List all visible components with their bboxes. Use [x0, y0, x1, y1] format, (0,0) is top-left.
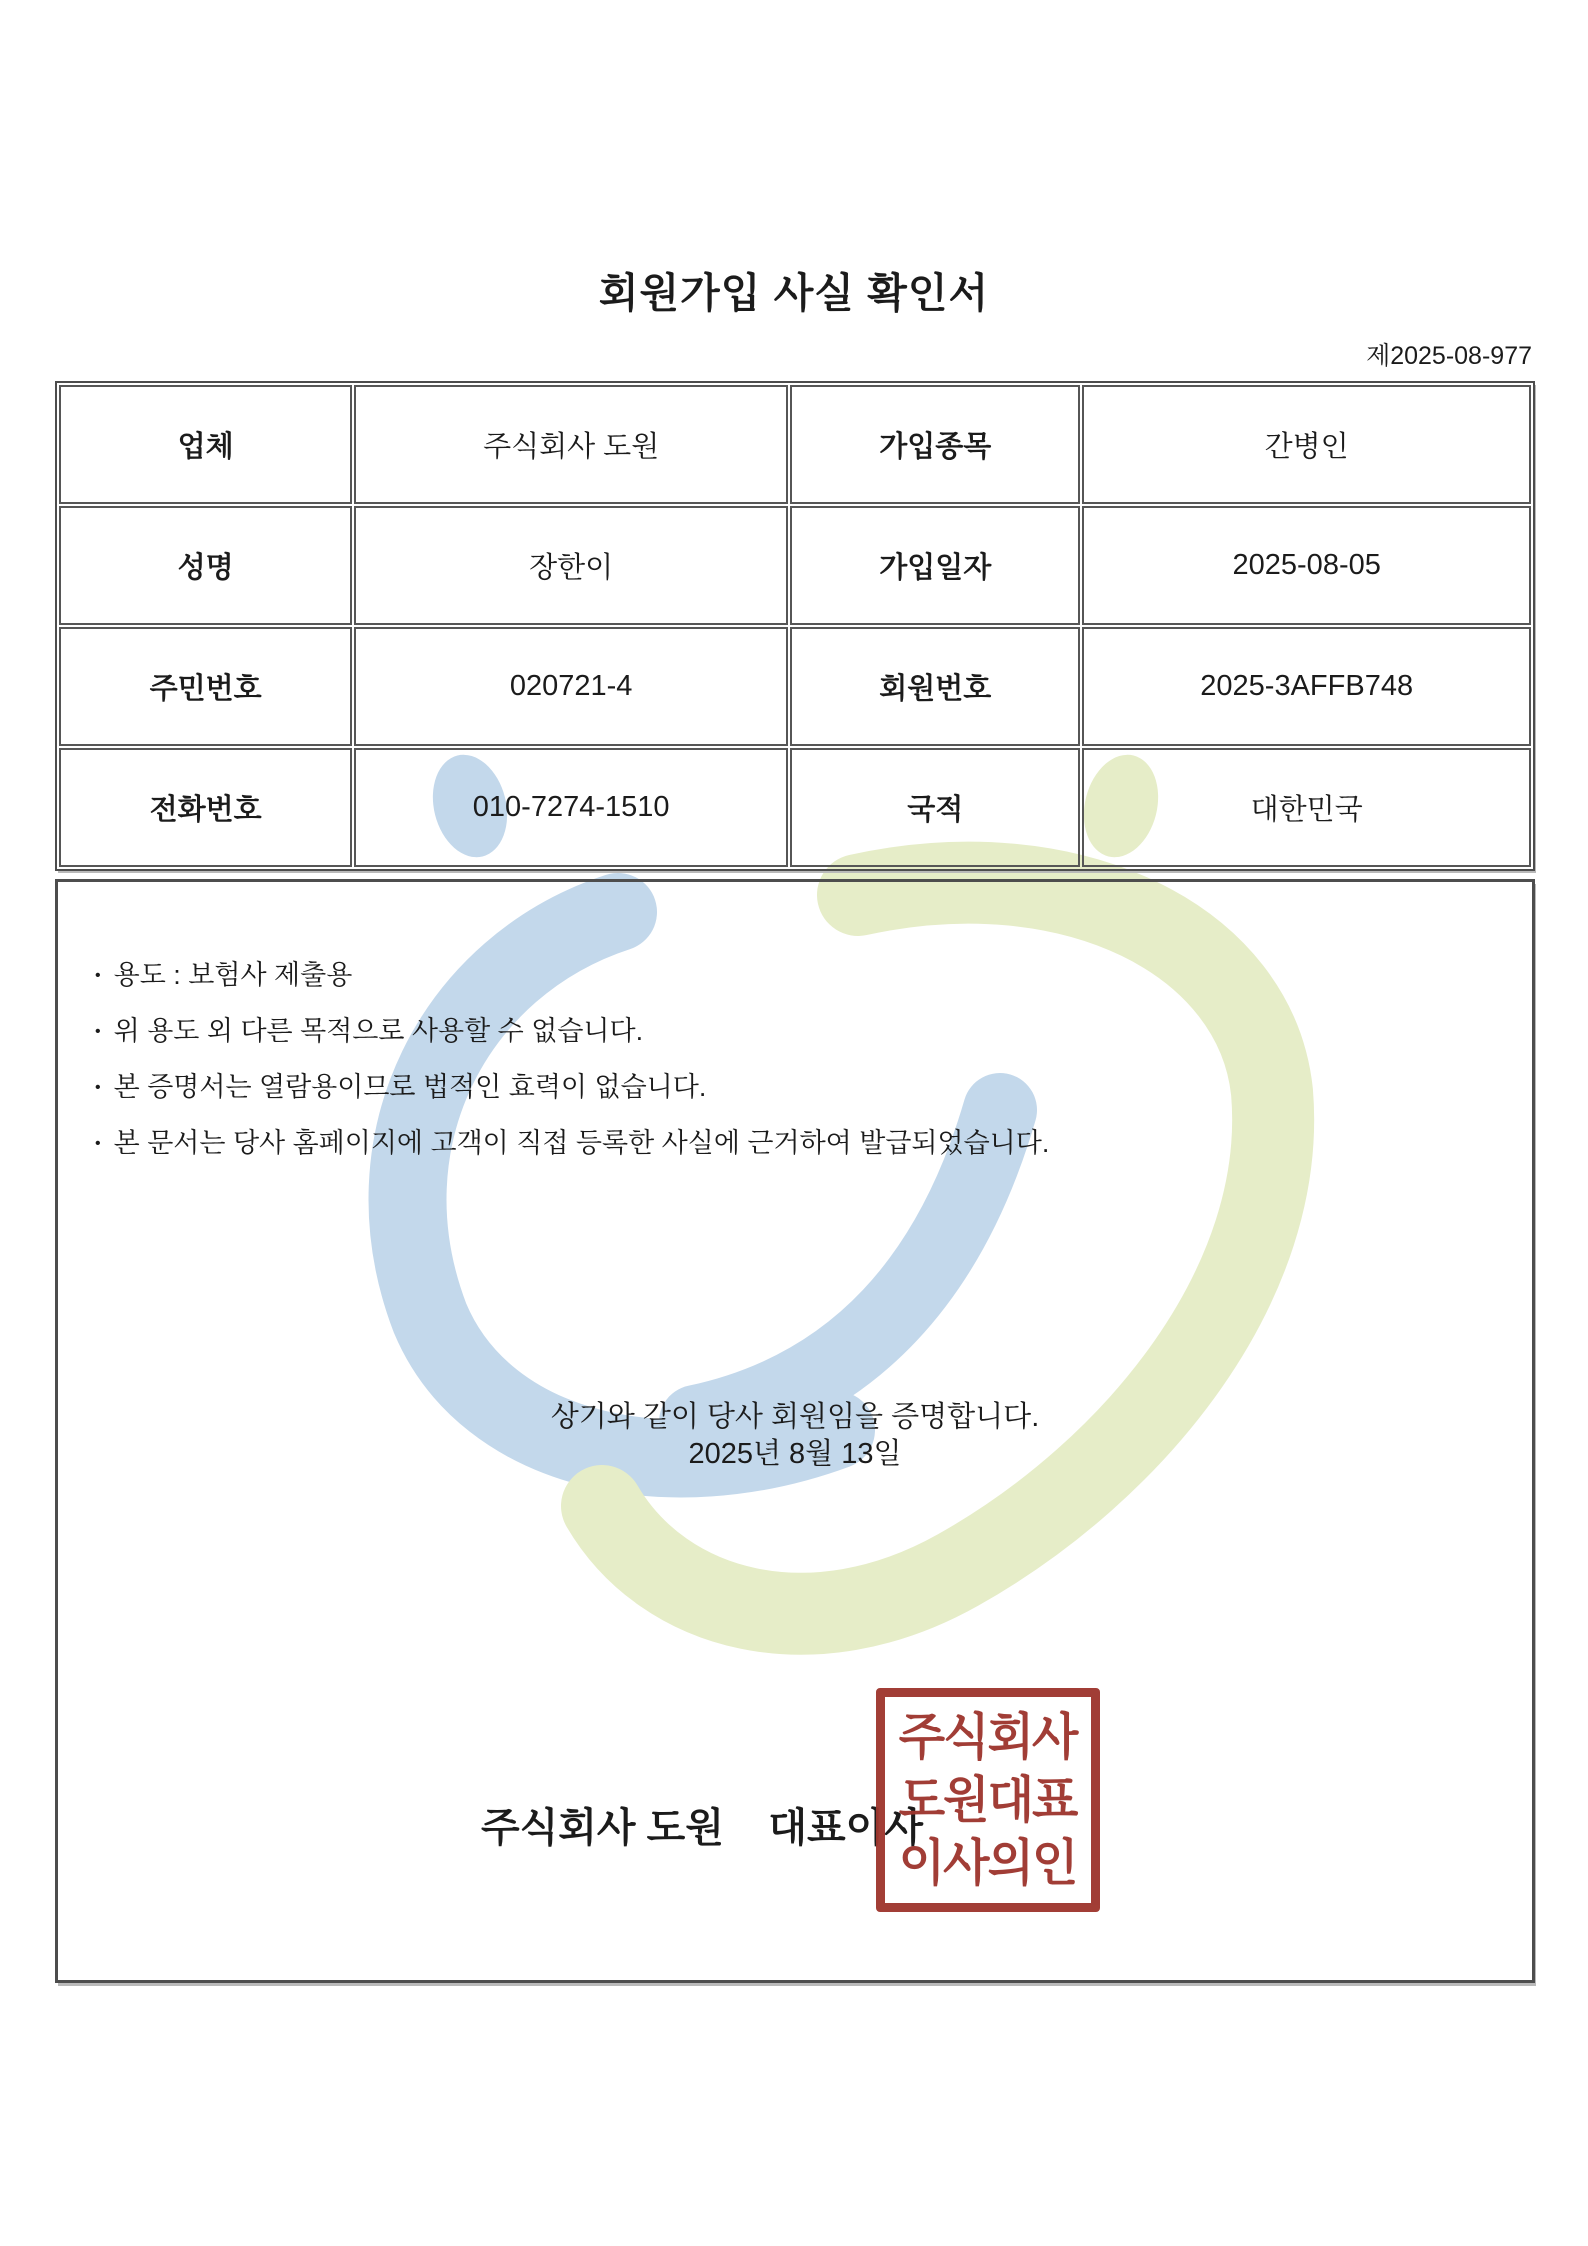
cell-label-company: 업체	[59, 385, 352, 504]
list-item	[95, 1130, 1049, 1157]
table-row	[59, 627, 1531, 746]
cell-value-resident-no: 020721-4	[354, 627, 788, 746]
table-row	[59, 506, 1531, 625]
seal-text-line: 도원대표	[899, 1771, 1077, 1828]
statement-line-1: 상기와 같이 당사 회원임을 증명합니다.	[550, 1401, 1040, 1433]
list-item	[95, 1074, 1049, 1101]
seal-text-line: 주식회사	[899, 1708, 1077, 1765]
notes-list	[95, 962, 1049, 1186]
cell-value-member-no: 2025-3AFFB748	[1082, 627, 1531, 746]
note-text: 본 증명서는 열람용이므로 법적인 효력이 없습니다.	[113, 1072, 707, 1102]
cell-label-member-no: 회원번호	[790, 627, 1080, 746]
cell-value-join-date: 2025-08-05	[1082, 506, 1531, 625]
member-info-table	[55, 381, 1535, 871]
bullet-icon: •	[95, 1135, 101, 1152]
cell-label-membership: 가입종목	[790, 385, 1080, 504]
cell-value-company: 주식회사 도원	[354, 385, 788, 504]
seal-text-line: 이사의인	[899, 1834, 1077, 1891]
cell-label-join-date: 가입일자	[790, 506, 1080, 625]
note-text: 용도 : 보험사 제출용	[113, 960, 353, 990]
table-row	[59, 748, 1531, 867]
note-text: 위 용도 외 다른 목적으로 사용할 수 없습니다.	[113, 1016, 644, 1046]
cell-label-nationality: 국적	[790, 748, 1080, 867]
bullet-icon: •	[95, 1023, 101, 1040]
list-item	[95, 962, 1049, 989]
cell-value-membership: 간병인	[1082, 385, 1531, 504]
note-text: 본 문서는 당사 홈페이지에 고객이 직접 등록한 사실에 근거하여 발급되었습니다.	[113, 1128, 1050, 1158]
cell-label-resident-no: 주민번호	[59, 627, 352, 746]
signer-name: 주식회사 도원 대표이사	[481, 1806, 923, 1850]
corporate-seal-stamp	[876, 1688, 1100, 1912]
cell-value-nationality: 대한민국	[1082, 748, 1531, 867]
cell-label-phone: 전화번호	[59, 748, 352, 867]
bullet-icon: •	[95, 1079, 101, 1096]
certification-statement	[55, 1399, 1535, 1473]
list-item	[95, 1018, 1049, 1045]
document-number: 제2025-08-977	[1366, 342, 1532, 370]
page-title: 회원가입 사실 확인서	[598, 270, 990, 316]
statement-line-2: 2025년 8월 13일	[688, 1438, 902, 1470]
cell-value-phone: 010-7274-1510	[354, 748, 788, 867]
bullet-icon: •	[95, 967, 101, 984]
table-row	[59, 385, 1531, 504]
cell-label-name: 성명	[59, 506, 352, 625]
cell-value-name: 장한이	[354, 506, 788, 625]
